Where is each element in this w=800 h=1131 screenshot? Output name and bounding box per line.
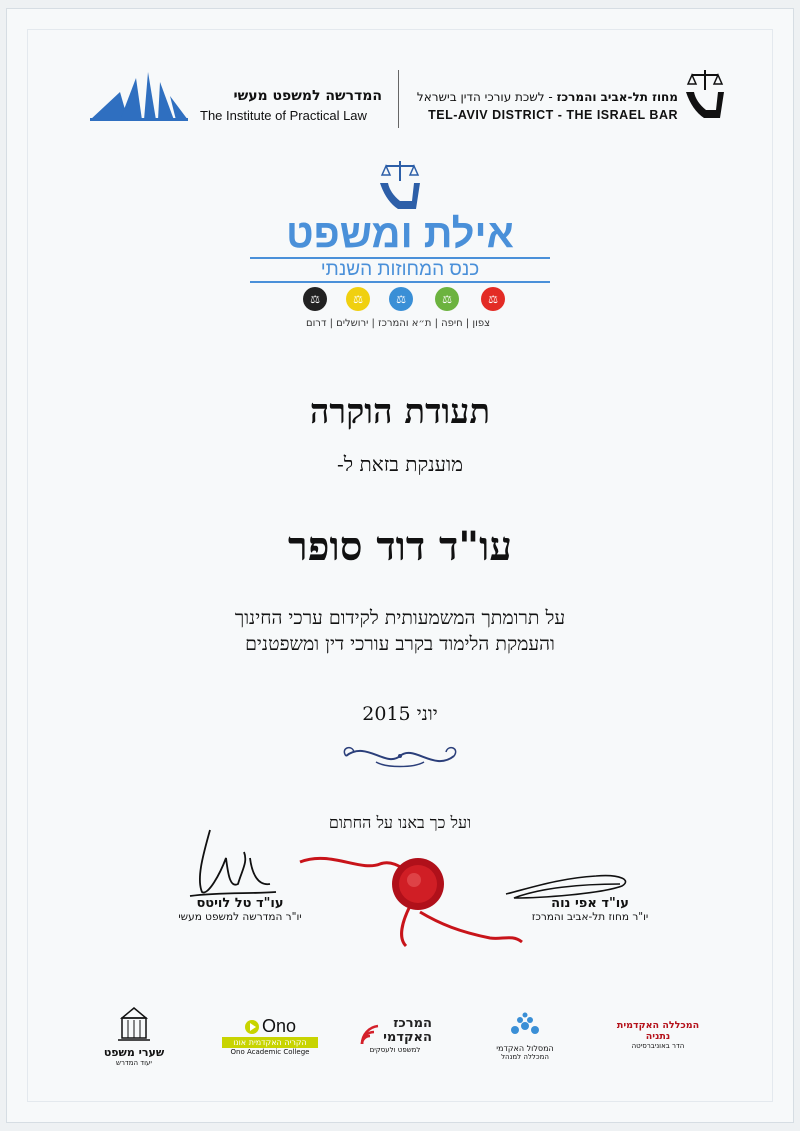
left-signatory-title: יו"ר המדרשה למשפט מעשי (178, 911, 302, 923)
bar-district-he (410, 90, 678, 104)
svg-text:⚖: ⚖ (353, 293, 363, 306)
shaarei-mishpat-building-icon (96, 1006, 172, 1042)
institute-name-en: The Institute of Practical Law (200, 108, 367, 123)
academic-center-line-1: המרכז (393, 1016, 432, 1031)
academic-center-line-2: האקדמי (383, 1030, 432, 1045)
conference-title: אילת ומשפט (286, 212, 514, 256)
ono-circle-icon (244, 1019, 260, 1035)
academic-track-dots-icon (480, 1012, 570, 1040)
award-reason (120, 605, 680, 657)
svg-text:⚖: ⚖ (442, 293, 452, 306)
left-signatory-name: עו"ד טל לויטס (196, 896, 284, 911)
israel-bar-logo-icon (684, 66, 726, 120)
district-icon-north (481, 287, 505, 311)
bar-district-he-rest: - לשכת עורכי הדין בישראל (416, 90, 553, 104)
institute-name-he: המדרשה למשפט מעשי (233, 88, 382, 104)
awarded-to-text: מוענקת בזאת ל- (337, 452, 463, 476)
shaarei-mishpat-sub: יעוד המדרש (116, 1059, 152, 1067)
award-reason-line-1: על תרומתך המשמעותית לקידום ערכי החינוך (234, 607, 566, 629)
award-reason-line-2: והעמקת הלימוד בקרב עורכי דין ומשפטנים (245, 633, 555, 655)
svg-text:⚖: ⚖ (396, 293, 406, 306)
academic-track-sub: המכללה למנהל (501, 1053, 549, 1061)
bar-district-en: TEL-AVIV DISTRICT - THE ISRAEL BAR (428, 108, 678, 122)
netanya-college-sub: הדר באוניברסיטה (631, 1042, 685, 1050)
right-signatory-title: יו"ר מחוז תל-אביב והמרכז (531, 911, 649, 923)
ono-logo-text: Ono (261, 1016, 297, 1036)
ono-college-logo (222, 1016, 318, 1056)
academic-center-sub: למשפט ולעסקים (369, 1046, 421, 1054)
district-icon-haifa (435, 287, 459, 311)
svg-text:⚖: ⚖ (488, 293, 498, 306)
district-icon-south (303, 287, 327, 311)
netanya-college-logo (608, 1020, 708, 1050)
conference-scales-logo-icon (378, 157, 422, 211)
academic-track-name: המסלול האקדמי (496, 1044, 554, 1053)
award-date: יוני 2015 (362, 703, 438, 725)
ornament-flourish-icon (336, 738, 464, 774)
district-icon-telaviv (389, 287, 413, 311)
shaarei-mishpat-logo (96, 1006, 172, 1067)
right-signatory-name: עו"ד אפי נוה (551, 896, 629, 911)
header-divider (398, 70, 399, 128)
right-signatory (515, 896, 665, 923)
conference-subtitle: כנס המחוזות השנתי (250, 257, 550, 283)
certificate-title: תעודת הוקרה (309, 392, 491, 432)
academic-track-logo (480, 1012, 570, 1061)
seal-line: ועל כך באנו על החתום (328, 813, 472, 832)
svg-text:⚖: ⚖ (310, 293, 320, 306)
left-signature-icon (180, 822, 280, 902)
district-icons (302, 286, 506, 312)
recipient-name: עו"ד דוד סופר (288, 523, 512, 570)
academic-center-arcs-icon (358, 1016, 380, 1046)
netanya-college-name: המכללה האקדמית נתניה (616, 1020, 700, 1042)
academic-center-logo (350, 1016, 440, 1054)
institute-logo-icon (90, 72, 190, 124)
wax-seal-ribbon-icon (290, 842, 530, 952)
district-icon-jerusalem (346, 287, 370, 311)
ono-name-he: הקריה האקדמית אונו (222, 1037, 318, 1048)
shaarei-mishpat-name: שערי משפט (103, 1046, 165, 1059)
bar-district-he-bold: מחוז תל-אביב והמרכז (556, 90, 678, 104)
ono-name-en: Ono Academic College (230, 1048, 310, 1056)
district-names: צפון | חיפה | ת״א והמרכז | ירושלים | דרום (305, 318, 491, 329)
